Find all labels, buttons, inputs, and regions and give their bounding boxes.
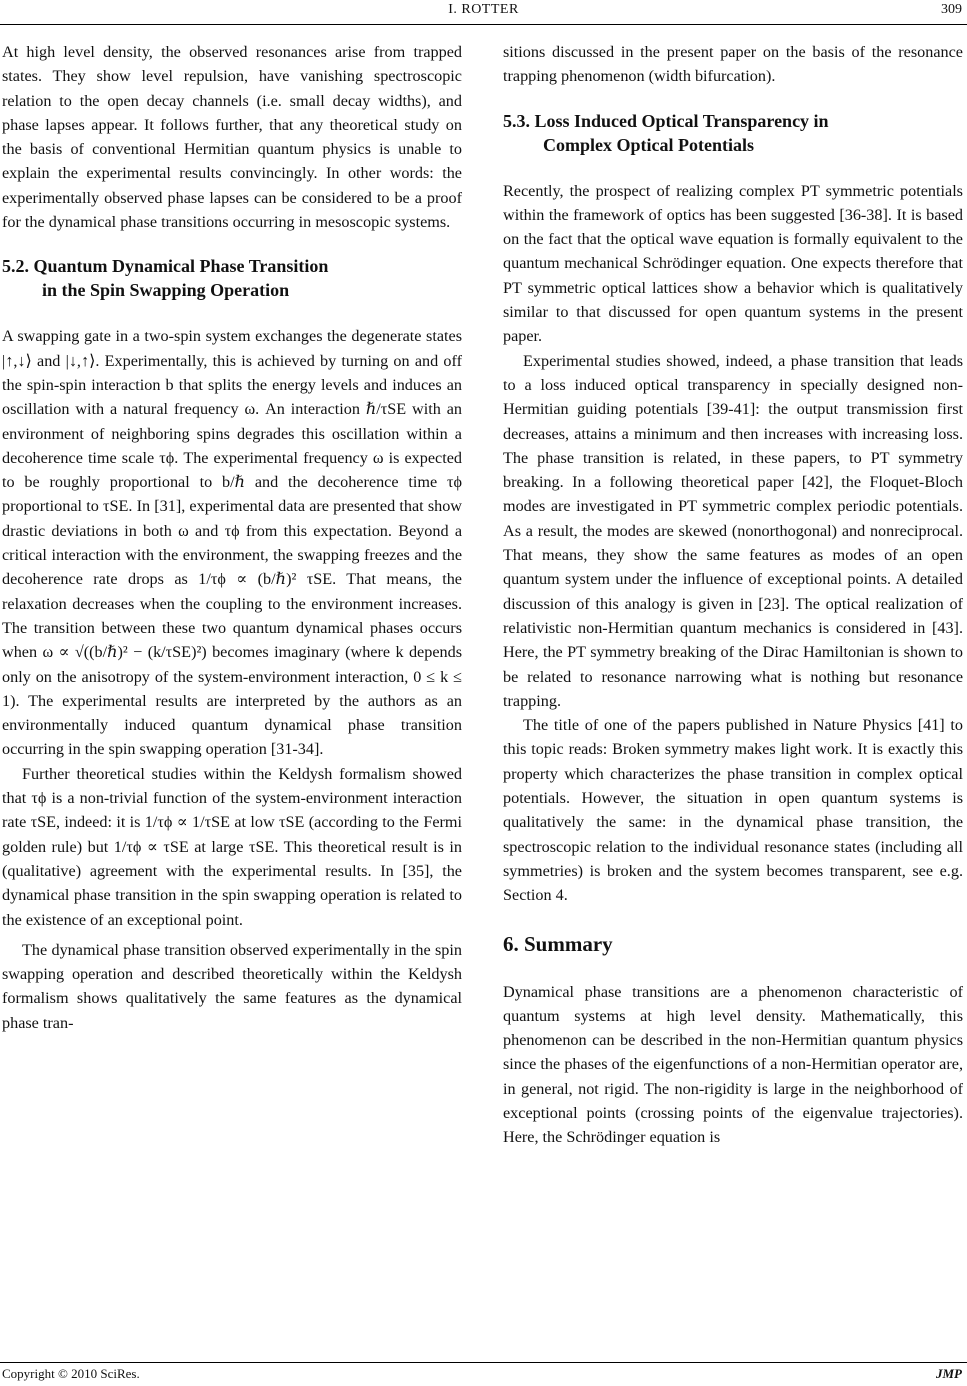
- right-paragraph-4: The title of one of the papers published in Nature Physics [41] to this topic reads: Broken symmetry makes light work. It is exactly this property which characterizes the phase transition in complex optical potentials. However, the situation in open quantum systems is qualitatively the same: in the dynamical phase transition, the spectroscopic relation to the individual resonance states (including all symmetries) is broken and the system becomes transparent, see e.g. Section 4.: [503, 716, 963, 905]
- page-header: [0, 0, 967, 24]
- right-column: [503, 40, 963, 1150]
- right-paragraph-3: Experimental studies showed, indeed, a phase transition that leads to a loss induced optical transparency in specially designed non-Hermitian guiding potentials [39-41]: the output transmission first decreases, attains a minimum and then increases with increasing loss. The phase transition is related, in these papers, to PT symmetry breaking. In a following theoretical paper [42], the Floquet-Bloch modes are investigated in PT symmetric complex periodic potentials. As a result, the modes are skewed (nonorthogonal) and nonreciprocal. That means, they show the same features as modes of an open quantum system under the influence of exceptional points. A detailed discussion of this analogy is given in [23]. The optical realization of relativistic non-Hermitian quantum mechanics is considered in [43]. Here, the PT symmetry breaking of the Dirac Hamiltonian is shown to be related to resonance narrowing what is nothing but resonance trapping.: [503, 351, 963, 710]
- running-head-author: I. ROTTER: [448, 2, 519, 17]
- header-rule: [0, 24, 967, 25]
- copyright-notice: Copyright © 2010 SciRes.: [2, 1366, 140, 1381]
- left-paragraph-1: At high level density, the observed resonances arise from trapped states. They show level repulsion, have vanishing spectroscopic relation to the open decay channels (i.e. small decay widths), and phase lapses appear. It follows further, that any theoretical study on the basis of conventional Hermitian quantum physics is unable to explain the experimental results convincingly. In other words: the experimentally observed phase lapses can be considered to be a proof for the dynamical phase transitions occurring in mesoscopic systems.: [2, 43, 462, 232]
- section-heading-5-2: [2, 254, 462, 302]
- page-number: 309: [941, 2, 962, 17]
- section-heading-5-3-line-2: Complex Optical Potentials: [543, 134, 754, 155]
- section-heading-6-summary: 6. Summary: [503, 931, 613, 956]
- right-paragraph-5: Dynamical phase transitions are a phenomenon characteristic of quantum systems at high level density. Mathematically, this phenomenon can be described in the non-Hermitian quantum physics since the phases of the eigenfunctions of a non-Hermitian operator are, in general, not rigid. The non-rigidity is large in the neighborhood of exceptional points (crossing points of the eigenvalue trajectories). Here, the Schrödinger equation is: [503, 982, 963, 1147]
- right-paragraph-2: Recently, the prospect of realizing complex PT symmetric potentials within the framework of optics has been suggested [36-38]. It is based on the fact that the optical wave equation is formally equivalent to the quantum mechanical Schrödinger equation. One expects therefore that PT symmetric optical lattices show a behavior which is qualitatively similar to that discussed for open quantum systems in the present paper.: [503, 181, 963, 346]
- left-paragraph-2: A swapping gate in a two-spin system exchanges the degenerate states |↑,↓⟩ and |↓,↑⟩. Experimentally, this is achieved by turning on and off the spin-spin interaction b that splits the energy levels and induces an oscillation with a natural frequency ω. An interaction ℏ/τSE with an environment of neighboring spins degrades this oscillation within a decoherence time scale τϕ. The experimental frequency ω is expected to be roughly proportional to b/ℏ and the decoherence time τϕ proportional to τSE. In [31], experimental data are presented that show drastic deviations in both ω and τϕ from this expectation. Beyond a critical interaction with the environment, the swapping freezes and the decoherence rate drops as 1/τϕ ∝ (b/ℏ)² τSE. That means, the relaxation decreases when the coupling to the environment increases. The transition between these two quantum dynamical phases occurs when ω ∝ √((b/ℏ)² − (k/τSE)²) becomes imaginary (where k depends only on the anisotropy of the system-environment interaction, 0 ≤ k ≤ 1). The experimental results are interpreted by the authors as an environmentally induced quantum dynamical phase transition occurring in the spin swapping operation [31-34].: [2, 327, 462, 759]
- page-footer: [0, 1366, 967, 1384]
- section-heading-5-3-line-1: 5.3. Loss Induced Optical Transparency in: [503, 110, 829, 131]
- right-paragraph-1: sitions discussed in the present paper on the basis of the resonance trapping phenomenon (width bifurcation).: [503, 43, 963, 86]
- footer-rule: [0, 1362, 967, 1363]
- journal-abbreviation: JMP: [936, 1366, 962, 1381]
- section-heading-5-2-line-2: in the Spin Swapping Operation: [42, 280, 290, 301]
- left-paragraph-4: The dynamical phase transition observed experimentally in the spin swapping operation and described theoretically within the Keldysh formalism shows qualitatively the same features as the dynamical phase tran-: [2, 940, 462, 1032]
- left-paragraph-3: Further theoretical studies within the Keldysh formalism showed that τϕ is a non-trivial function of the system-environment interaction rate τSE, indeed: it is 1/τϕ ∝ 1/τSE at low τSE (according to the Fermi golden rule) but 1/τϕ ∝ τSE at large τSE. This theoretical result is in (qualitative) agreement with the experimental results. In [35], the dynamical phase transition in the spin swapping operation is related to the existence of an exceptional point.: [2, 764, 462, 929]
- left-column: [2, 40, 462, 1035]
- section-heading-5-3: [503, 109, 963, 157]
- section-heading-5-2-line-1: 5.2. Quantum Dynamical Phase Transition: [2, 256, 329, 277]
